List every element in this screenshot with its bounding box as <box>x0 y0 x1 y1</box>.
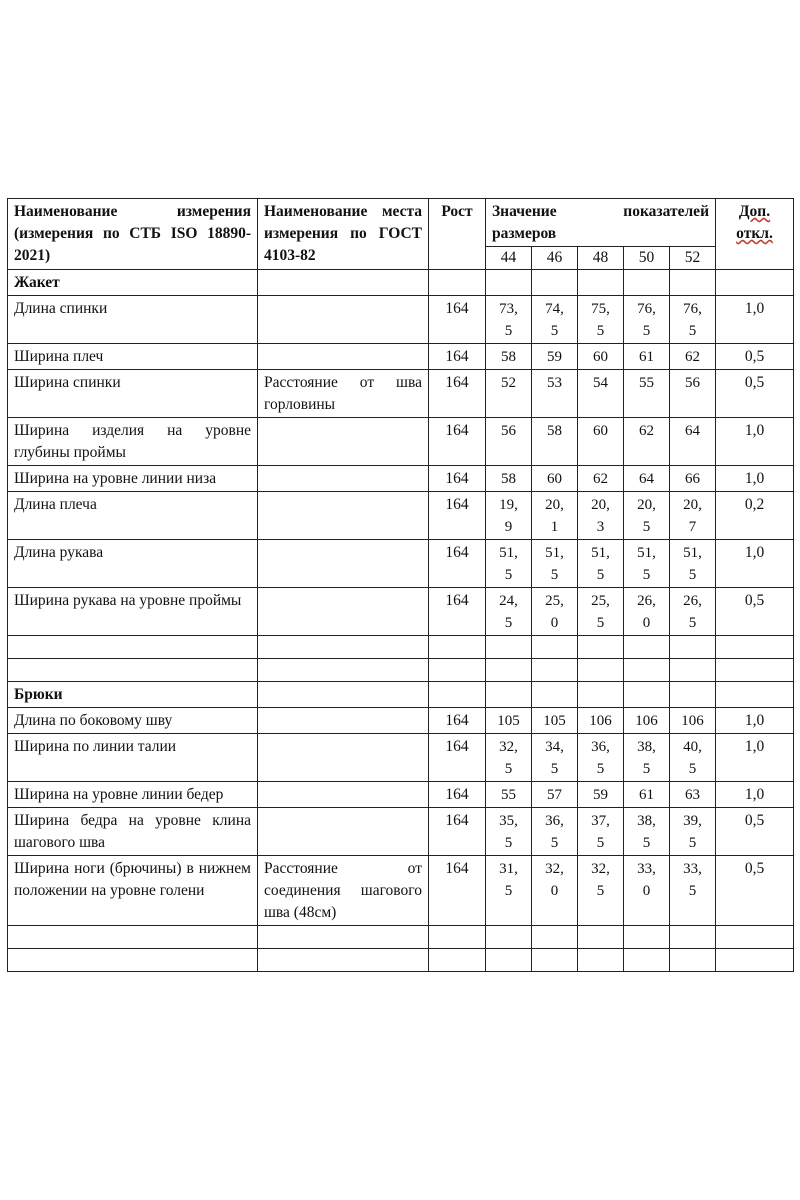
size-value-text: 33, 0 <box>637 861 656 899</box>
size-value-text: 76, 5 <box>683 301 702 339</box>
size-value <box>578 856 624 926</box>
size-value-text: 74, 5 <box>545 301 564 339</box>
table-row <box>8 418 794 466</box>
empty-cell <box>670 926 716 949</box>
measurement-place <box>258 588 429 636</box>
empty-cell <box>8 949 258 972</box>
size-value-text: 64 <box>685 423 700 439</box>
size-value-text: 33, 5 <box>683 861 702 899</box>
size-value-text: 20, 1 <box>545 497 564 535</box>
blank-row <box>8 659 794 682</box>
size-value-text: 24, 5 <box>499 593 518 631</box>
size-value <box>532 370 578 418</box>
tolerance-value: 1,0 <box>716 466 794 492</box>
size-value <box>670 782 716 808</box>
size-value <box>670 708 716 734</box>
table-row <box>8 782 794 808</box>
size-value <box>578 782 624 808</box>
size-value <box>624 782 670 808</box>
size-value <box>670 856 716 926</box>
size-value-text: 52 <box>501 375 516 391</box>
size-value <box>486 418 532 466</box>
size-value-text: 20, 7 <box>683 497 702 535</box>
blank-row <box>8 926 794 949</box>
size-value-text: 32, 5 <box>499 739 518 777</box>
table-row <box>8 492 794 540</box>
size-value-text: 51, 5 <box>545 545 564 583</box>
empty-cell <box>578 659 624 682</box>
tolerance-value: 0,5 <box>716 344 794 370</box>
size-value <box>624 418 670 466</box>
size-52: 52 <box>670 247 716 270</box>
size-value-text: 55 <box>639 375 654 391</box>
tolerance-value: 1,0 <box>716 782 794 808</box>
table-row <box>8 734 794 782</box>
size-value <box>578 708 624 734</box>
size-value <box>624 708 670 734</box>
measurement-place: Расстояние от соединения шагового шва (48см) <box>258 856 429 926</box>
size-value-text: 60 <box>547 471 562 487</box>
size-value-text: 105 <box>543 713 566 729</box>
measurement-place <box>258 734 429 782</box>
size-value <box>532 808 578 856</box>
empty-cell <box>716 270 794 296</box>
measurement-name: Ширина изделия на уровне глубины проймы <box>8 418 258 466</box>
size-value-text: 59 <box>593 787 608 803</box>
empty-cell <box>716 636 794 659</box>
empty-cell <box>670 270 716 296</box>
size-value-text: 64 <box>639 471 654 487</box>
height-value: 164 <box>429 856 486 926</box>
size-value <box>670 296 716 344</box>
size-value <box>532 782 578 808</box>
measurement-name: Длина плеча <box>8 492 258 540</box>
size-value <box>624 344 670 370</box>
size-value-text: 19, 9 <box>499 497 518 535</box>
size-value-text: 25, 5 <box>591 593 610 631</box>
size-value-text: 58 <box>501 471 516 487</box>
size-value <box>578 492 624 540</box>
size-value-text: 106 <box>589 713 612 729</box>
header-row <box>8 199 794 247</box>
empty-cell <box>578 270 624 296</box>
height-value: 164 <box>429 734 486 782</box>
size-value <box>486 588 532 636</box>
header-size-values: Значение показателей размеров <box>486 199 716 247</box>
empty-cell <box>258 270 429 296</box>
size-value <box>486 344 532 370</box>
empty-cell <box>258 949 429 972</box>
height-value: 164 <box>429 782 486 808</box>
empty-cell <box>532 926 578 949</box>
size-value-text: 61 <box>639 787 654 803</box>
tolerance-value: 1,0 <box>716 708 794 734</box>
size-value <box>578 734 624 782</box>
size-value <box>670 466 716 492</box>
empty-cell <box>8 636 258 659</box>
size-value <box>624 588 670 636</box>
table-row <box>8 808 794 856</box>
table-row <box>8 588 794 636</box>
size-value <box>532 296 578 344</box>
empty-cell <box>578 636 624 659</box>
size-value-text: 60 <box>593 349 608 365</box>
size-value <box>578 808 624 856</box>
size-value <box>670 540 716 588</box>
size-value-text: 35, 5 <box>499 813 518 851</box>
size-value <box>624 370 670 418</box>
measurement-name: Длина рукава <box>8 540 258 588</box>
measurement-name: Ширина по линии талии <box>8 734 258 782</box>
height-value: 164 <box>429 492 486 540</box>
size-value-text: 53 <box>547 375 562 391</box>
size-value <box>532 708 578 734</box>
empty-cell <box>532 659 578 682</box>
measurement-name: Ширина рукава на уровне проймы <box>8 588 258 636</box>
empty-cell <box>624 949 670 972</box>
tolerance-value: 0,5 <box>716 856 794 926</box>
size-value-text: 73, 5 <box>499 301 518 339</box>
height-value: 164 <box>429 418 486 466</box>
empty-cell <box>532 682 578 708</box>
table-row <box>8 708 794 734</box>
height-value: 164 <box>429 540 486 588</box>
empty-cell <box>429 682 486 708</box>
size-value <box>624 734 670 782</box>
size-value-text: 51, 5 <box>637 545 656 583</box>
empty-cell <box>8 926 258 949</box>
size-value-text: 57 <box>547 787 562 803</box>
empty-cell <box>578 926 624 949</box>
empty-cell <box>624 926 670 949</box>
measurement-place <box>258 296 429 344</box>
measurement-name: Ширина ноги (брючины) в нижнем положении на уровне голени <box>8 856 258 926</box>
empty-cell <box>486 682 532 708</box>
measurement-place: Расстояние от шва горловины <box>258 370 429 418</box>
table-row <box>8 370 794 418</box>
size-value <box>532 734 578 782</box>
empty-cell <box>429 659 486 682</box>
empty-cell <box>532 949 578 972</box>
measurement-sheet <box>7 198 794 972</box>
size-value <box>670 418 716 466</box>
size-48: 48 <box>578 247 624 270</box>
size-value <box>578 588 624 636</box>
section-trousers <box>8 682 794 708</box>
height-value: 164 <box>429 296 486 344</box>
size-value-text: 26, 0 <box>637 593 656 631</box>
size-value-text: 38, 5 <box>637 739 656 777</box>
empty-cell <box>8 659 258 682</box>
size-value <box>486 492 532 540</box>
size-value <box>670 588 716 636</box>
size-value <box>624 466 670 492</box>
height-value: 164 <box>429 808 486 856</box>
size-value-text: 105 <box>497 713 520 729</box>
size-value-text: 59 <box>547 349 562 365</box>
size-value <box>486 808 532 856</box>
size-value <box>624 296 670 344</box>
empty-cell <box>716 682 794 708</box>
size-value <box>670 344 716 370</box>
empty-cell <box>716 949 794 972</box>
size-value <box>532 540 578 588</box>
empty-cell <box>716 659 794 682</box>
size-value <box>670 370 716 418</box>
table-row <box>8 344 794 370</box>
size-46: 46 <box>532 247 578 270</box>
height-value: 164 <box>429 708 486 734</box>
empty-cell <box>578 682 624 708</box>
empty-cell <box>258 926 429 949</box>
blank-row <box>8 949 794 972</box>
size-value-text: 51, 5 <box>683 545 702 583</box>
size-value-text: 36, 5 <box>545 813 564 851</box>
size-value-text: 58 <box>501 349 516 365</box>
table-row <box>8 296 794 344</box>
size-value-text: 39, 5 <box>683 813 702 851</box>
tolerance-value: 0,5 <box>716 370 794 418</box>
table-row <box>8 466 794 492</box>
size-value-text: 20, 3 <box>591 497 610 535</box>
size-value-text: 76, 5 <box>637 301 656 339</box>
height-value: 164 <box>429 588 486 636</box>
size-value-text: 62 <box>593 471 608 487</box>
empty-cell <box>258 682 429 708</box>
size-44: 44 <box>486 247 532 270</box>
measurement-place <box>258 344 429 370</box>
empty-cell <box>486 270 532 296</box>
size-value-text: 56 <box>685 375 700 391</box>
measurement-place <box>258 492 429 540</box>
empty-cell <box>429 949 486 972</box>
size-value <box>578 344 624 370</box>
measurement-name: Длина спинки <box>8 296 258 344</box>
size-value-text: 26, 5 <box>683 593 702 631</box>
empty-cell <box>624 270 670 296</box>
section-jacket <box>8 270 794 296</box>
measurement-place <box>258 540 429 588</box>
empty-cell <box>429 926 486 949</box>
height-value: 164 <box>429 466 486 492</box>
empty-cell <box>532 636 578 659</box>
size-value-text: 25, 0 <box>545 593 564 631</box>
empty-cell <box>716 926 794 949</box>
size-value <box>486 708 532 734</box>
header-measurement-place: Наименование места измерения по ГОСТ 4103-82 <box>258 199 429 270</box>
size-value-text: 37, 5 <box>591 813 610 851</box>
header-tolerance: Доп. откл. <box>716 199 794 270</box>
size-value <box>486 296 532 344</box>
empty-cell <box>670 659 716 682</box>
empty-cell <box>486 659 532 682</box>
size-value-text: 56 <box>501 423 516 439</box>
empty-cell <box>624 659 670 682</box>
size-value-text: 32, 5 <box>591 861 610 899</box>
size-value-text: 106 <box>681 713 704 729</box>
measurement-place <box>258 418 429 466</box>
size-value <box>578 540 624 588</box>
size-value-text: 38, 5 <box>637 813 656 851</box>
size-value-text: 60 <box>593 423 608 439</box>
tolerance-value: 1,0 <box>716 418 794 466</box>
header-height: Рост <box>429 199 486 270</box>
size-value <box>486 734 532 782</box>
size-value-text: 31, 5 <box>499 861 518 899</box>
measurement-place <box>258 708 429 734</box>
height-value: 164 <box>429 370 486 418</box>
empty-cell <box>486 636 532 659</box>
tolerance-value: 0,5 <box>716 808 794 856</box>
size-value <box>624 492 670 540</box>
size-50: 50 <box>624 247 670 270</box>
measurement-name: Ширина бедра на уровне клина шагового шва <box>8 808 258 856</box>
size-value <box>486 370 532 418</box>
section-jacket-title: Жакет <box>8 270 258 296</box>
measurement-name: Длина по боковому шву <box>8 708 258 734</box>
measurement-name: Ширина на уровне линии бедер <box>8 782 258 808</box>
tolerance-value: 0,2 <box>716 492 794 540</box>
empty-cell <box>624 682 670 708</box>
size-value <box>670 808 716 856</box>
tolerance-value: 1,0 <box>716 540 794 588</box>
size-value <box>624 808 670 856</box>
empty-cell <box>486 926 532 949</box>
empty-cell <box>532 270 578 296</box>
size-value-text: 51, 5 <box>499 545 518 583</box>
size-value-text: 20, 5 <box>637 497 656 535</box>
size-value <box>670 734 716 782</box>
empty-cell <box>670 636 716 659</box>
size-value <box>578 370 624 418</box>
empty-cell <box>624 636 670 659</box>
size-value <box>532 466 578 492</box>
empty-cell <box>429 270 486 296</box>
size-value-text: 61 <box>639 349 654 365</box>
empty-cell <box>258 636 429 659</box>
size-value <box>532 588 578 636</box>
size-value-text: 66 <box>685 471 700 487</box>
size-value-text: 34, 5 <box>545 739 564 777</box>
size-value <box>486 782 532 808</box>
table-row <box>8 856 794 926</box>
size-value-text: 63 <box>685 787 700 803</box>
size-value-text: 106 <box>635 713 658 729</box>
size-value <box>670 492 716 540</box>
measurement-place <box>258 782 429 808</box>
size-value-text: 55 <box>501 787 516 803</box>
size-value-text: 62 <box>685 349 700 365</box>
blank-row <box>8 636 794 659</box>
empty-cell <box>429 636 486 659</box>
size-value-text: 40, 5 <box>683 739 702 777</box>
empty-cell <box>670 682 716 708</box>
empty-cell <box>578 949 624 972</box>
size-value-text: 54 <box>593 375 608 391</box>
measurement-name: Ширина на уровне линии низа <box>8 466 258 492</box>
size-value <box>532 344 578 370</box>
size-value-text: 62 <box>639 423 654 439</box>
size-value-text: 32, 0 <box>545 861 564 899</box>
size-value <box>486 466 532 492</box>
size-value-text: 51, 5 <box>591 545 610 583</box>
size-value <box>624 856 670 926</box>
header-measurement-name: Наименование измерения (измерения по СТБ ISO 18890-2021) <box>8 199 258 270</box>
size-chart-table <box>7 198 794 972</box>
section-trousers-title: Брюки <box>8 682 258 708</box>
measurement-place <box>258 808 429 856</box>
tolerance-value: 1,0 <box>716 296 794 344</box>
size-value <box>578 418 624 466</box>
size-value-text: 36, 5 <box>591 739 610 777</box>
size-value <box>486 540 532 588</box>
size-value <box>486 856 532 926</box>
size-value <box>578 466 624 492</box>
height-value: 164 <box>429 344 486 370</box>
empty-cell <box>486 949 532 972</box>
size-value <box>578 296 624 344</box>
size-value <box>624 540 670 588</box>
empty-cell <box>258 659 429 682</box>
tolerance-value: 0,5 <box>716 588 794 636</box>
measurement-name: Ширина спинки <box>8 370 258 418</box>
size-value-text: 75, 5 <box>591 301 610 339</box>
empty-cell <box>670 949 716 972</box>
measurement-place <box>258 466 429 492</box>
size-value <box>532 492 578 540</box>
table-row <box>8 540 794 588</box>
tolerance-value: 1,0 <box>716 734 794 782</box>
size-value <box>532 856 578 926</box>
size-value <box>532 418 578 466</box>
size-value-text: 58 <box>547 423 562 439</box>
measurement-name: Ширина плеч <box>8 344 258 370</box>
